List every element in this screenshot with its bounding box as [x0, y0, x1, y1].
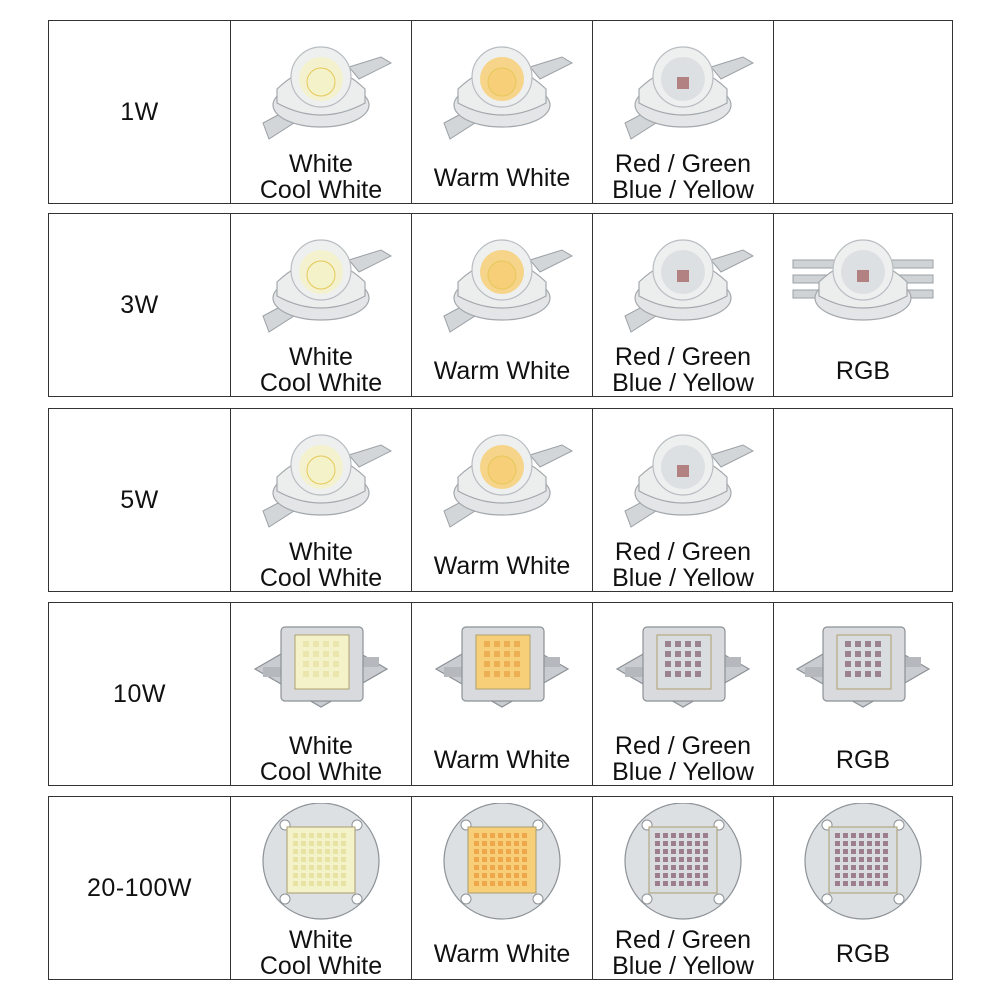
- led-color-label: [774, 747, 952, 773]
- led-variant-cell: [592, 214, 773, 396]
- round-led-icon: [241, 220, 401, 342]
- led-variant-cell: [411, 409, 592, 591]
- led-image: [774, 803, 952, 925]
- led-image: [593, 27, 773, 149]
- led-color-label: [412, 747, 592, 773]
- led-variant-cell: [411, 21, 592, 203]
- round-led-icon: [241, 415, 401, 537]
- led-image: [412, 220, 592, 342]
- led-image: [774, 220, 952, 342]
- disc-cob-led-icon: [603, 803, 763, 925]
- led-variant-cell: [230, 21, 411, 203]
- round-led-icon: [422, 220, 582, 342]
- led-variant-cell: [773, 409, 952, 591]
- led-color-label: [231, 151, 411, 203]
- led-color-label: [412, 941, 592, 967]
- led-image: [412, 27, 592, 149]
- led-color-label-line: Blue / Yellow: [612, 564, 754, 592]
- led-color-label-line: RGB: [835, 746, 891, 774]
- square-cob-led-icon: [241, 609, 401, 731]
- led-color-label-line: Cool White: [259, 952, 383, 980]
- led-color-label-line: Blue / Yellow: [612, 952, 754, 980]
- led-color-label-line: White: [289, 926, 353, 954]
- led-image: [593, 803, 773, 925]
- led-row-3w: [48, 213, 953, 397]
- led-row-20-100w: [48, 796, 953, 980]
- led-image: [231, 415, 411, 537]
- wattage-cell: [49, 409, 230, 591]
- led-variant-cell: [230, 603, 411, 785]
- led-color-label-line: Blue / Yellow: [612, 369, 754, 397]
- led-color-label-line: Warm White: [433, 746, 571, 774]
- led-image: [593, 415, 773, 537]
- led-image: [231, 609, 411, 731]
- led-variant-cell: [592, 409, 773, 591]
- led-color-label-line: White: [289, 538, 353, 566]
- round-led-icon: [603, 415, 763, 537]
- led-variant-cell: [411, 603, 592, 785]
- led-color-label: [412, 358, 592, 384]
- led-row-5w: [48, 408, 953, 592]
- led-color-label-line: Cool White: [259, 176, 383, 204]
- led-variant-cell: [592, 797, 773, 979]
- led-color-label-line: White: [289, 732, 353, 760]
- led-row-10w: [48, 602, 953, 786]
- round-led-icon: [783, 220, 943, 342]
- led-color-label: [593, 344, 773, 396]
- disc-cob-led-icon: [422, 803, 582, 925]
- led-variant-cell: [592, 21, 773, 203]
- wattage-label: 20-100W: [87, 873, 192, 902]
- led-variant-cell: [411, 797, 592, 979]
- led-color-label-line: Red / Green: [614, 926, 752, 954]
- led-image: [412, 803, 592, 925]
- wattage-cell: [49, 21, 230, 203]
- led-variant-cell: [230, 797, 411, 979]
- led-image: [774, 609, 952, 731]
- led-variant-cell: [773, 21, 952, 203]
- led-color-label-line: Red / Green: [614, 732, 752, 760]
- led-color-label-line: Red / Green: [614, 538, 752, 566]
- led-color-label-line: RGB: [835, 357, 891, 385]
- led-color-label: [412, 553, 592, 579]
- led-color-label: [412, 165, 592, 191]
- led-color-label-line: Warm White: [433, 164, 571, 192]
- led-variant-cell: [773, 214, 952, 396]
- round-led-icon: [603, 27, 763, 149]
- led-color-label: [231, 539, 411, 591]
- led-color-label: [593, 151, 773, 203]
- led-color-label-line: Warm White: [433, 552, 571, 580]
- led-row-1w: [48, 20, 953, 204]
- led-color-label-line: White: [289, 150, 353, 178]
- square-cob-led-icon: [783, 609, 943, 731]
- led-color-label-line: RGB: [835, 940, 891, 968]
- led-color-label-line: Red / Green: [614, 150, 752, 178]
- led-color-label: [593, 927, 773, 979]
- led-variant-cell: [773, 797, 952, 979]
- led-image: [593, 220, 773, 342]
- wattage-label: 10W: [113, 679, 166, 708]
- wattage-cell: [49, 797, 230, 979]
- disc-cob-led-icon: [241, 803, 401, 925]
- round-led-icon: [422, 27, 582, 149]
- led-image: [231, 803, 411, 925]
- round-led-icon: [422, 415, 582, 537]
- disc-cob-led-icon: [783, 803, 943, 925]
- led-image: [231, 27, 411, 149]
- led-color-label-line: Warm White: [433, 357, 571, 385]
- led-image: [412, 415, 592, 537]
- led-color-label: [774, 358, 952, 384]
- led-color-label: [774, 941, 952, 967]
- led-color-label-line: Blue / Yellow: [612, 758, 754, 786]
- led-variant-cell: [592, 603, 773, 785]
- led-color-label-line: Red / Green: [614, 343, 752, 371]
- wattage-label: 3W: [120, 290, 159, 319]
- led-color-label-line: Cool White: [259, 758, 383, 786]
- led-image: [593, 609, 773, 731]
- led-color-label-line: Blue / Yellow: [612, 176, 754, 204]
- led-variant-cell: [230, 409, 411, 591]
- led-image: [412, 609, 592, 731]
- square-cob-led-icon: [422, 609, 582, 731]
- led-color-label-line: Cool White: [259, 564, 383, 592]
- wattage-label: 1W: [120, 97, 159, 126]
- led-color-label-line: White: [289, 343, 353, 371]
- led-color-label-line: Warm White: [433, 940, 571, 968]
- wattage-cell: [49, 603, 230, 785]
- led-color-label: [231, 344, 411, 396]
- led-image: [231, 220, 411, 342]
- led-color-label: [231, 927, 411, 979]
- led-variant-cell: [411, 214, 592, 396]
- led-variant-cell: [773, 603, 952, 785]
- led-color-label: [593, 733, 773, 785]
- led-color-label-line: Cool White: [259, 369, 383, 397]
- led-color-label: [231, 733, 411, 785]
- wattage-label: 5W: [120, 485, 159, 514]
- led-color-label: [593, 539, 773, 591]
- led-variant-cell: [230, 214, 411, 396]
- wattage-cell: [49, 214, 230, 396]
- round-led-icon: [603, 220, 763, 342]
- round-led-icon: [241, 27, 401, 149]
- square-cob-led-icon: [603, 609, 763, 731]
